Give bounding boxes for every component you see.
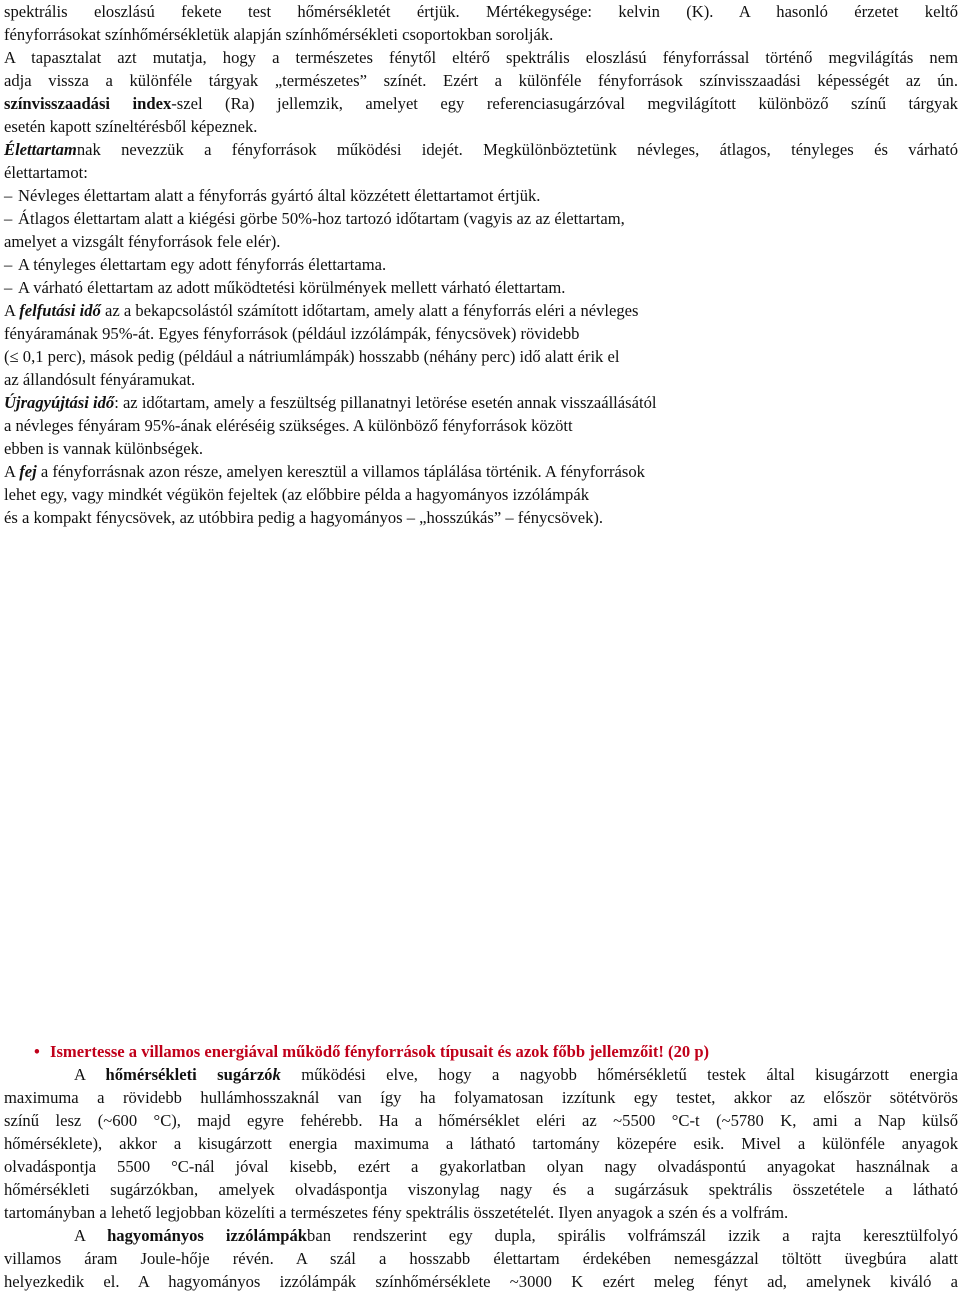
- text-line: esetén kapott színeltérésből képeznek.: [4, 117, 258, 136]
- text-line: fényforrásokat színhőmérsékletük alapján színhőmérsékleti csoportokban sorolják.: [4, 25, 554, 44]
- text-line: olvadáspontja 5500 °C-nál jóval kisebb, ezért a gyakorlatban olyan nagy olvadáspontú anyagokat használnak a: [4, 1157, 958, 1176]
- text-line: élettartamot:: [4, 163, 88, 182]
- text-line: A fej a fényforrásnak azon része, amelyen keresztül a villamos táplálása történik. A fényforrások: [4, 462, 645, 481]
- text-line: amelyet a vizsgált fényforrások fele elér).: [4, 232, 281, 251]
- paragraph-restrike-time: [4, 391, 958, 460]
- paragraph-color-rendering: [4, 46, 958, 138]
- paragraph-incandescent-lamps: [4, 1224, 958, 1293]
- text-line: (≤ 0,1 perc), mások pedig (például a nátriumlámpák) hosszabb (néhány perc) idő alatt érik el: [4, 347, 620, 366]
- question-heading: • Ismertesse a villamos energiával működő fényforrások típusait és azok főbb jellemzőit! (20 p): [34, 1042, 710, 1061]
- text-line: az állandósult fényáramukat.: [4, 370, 196, 389]
- term-lifetime: Élettartam: [4, 140, 77, 159]
- text-line: A hagyományos izzólámpákban rendszerint egy dupla, spirális volfrámszál izzik a rajta keresztülfolyó: [74, 1226, 958, 1245]
- text-line: hőmérséklete), akkor a kisugárzott energia maximuma a látható tartomány közepére esik. Mivel a különféle anyagok: [4, 1134, 958, 1153]
- list-item: – Névleges élettartam alatt a fényforrás gyártó által közzétett élettartamot értjük.: [4, 186, 541, 205]
- text-line: színvisszaadási index-szel (Ra) jellemzik, amelyet egy referenciasugárzóval megvilágított különböző színű tárgyak: [4, 94, 958, 113]
- text-line: A tapasztalat azt mutatja, hogy a természetes fénytől eltérő spektrális eloszlású fényforrással történő megvilágítás nem: [4, 48, 958, 67]
- text-line: helyezkedik el. A hagyományos izzólámpák színhőmérséklete ~3000 K ezért meleg fényt ad, amelynek kiváló a: [4, 1272, 958, 1291]
- term-rise-time: felfutási idő: [19, 301, 101, 320]
- paragraph-cap: [4, 460, 958, 529]
- term-incandescent-lamps: hagyományos izzólámpák: [107, 1226, 308, 1245]
- term-thermal-radiators: hőmérsékleti sugárzó: [105, 1065, 273, 1084]
- text-line: a névleges fényáram 95%-ának eléréséig szükséges. A különböző fényforrások között: [4, 416, 573, 435]
- list-item: – A várható élettartam az adott működtetési körülmények mellett várható élettartam.: [4, 278, 566, 297]
- paragraph-thermal-radiators: [4, 1063, 958, 1224]
- text-line: Élettartamnak nevezzük a fényforrások működési idejét. Megkülönböztetünk névleges, átlagos, tényleges és várható: [4, 140, 958, 159]
- list-item: – Átlagos élettartam alatt a kiégési görbe 50%-hoz tartozó időtartam (vagyis az az élettartam,: [4, 209, 625, 228]
- list-item: – A tényleges élettartam egy adott fényforrás élettartama.: [4, 255, 387, 274]
- text-line: A hőmérsékleti sugárzók működési elve, hogy a nagyobb hőmérsékletű testek által kisugárzott energia: [74, 1065, 958, 1084]
- text-line: ebben is vannak különbségek.: [4, 439, 204, 458]
- text-line: villamos áram Joule-hője révén. A szál a hosszabb élettartam érdekében nemesgázzal töltött üvegbúra alatt: [4, 1249, 958, 1268]
- text-line: spektrális eloszlású fekete test hőmérsékletét értjük. Mértékegysége: kelvin (K). A hasonló érzetet keltő: [4, 2, 958, 21]
- text-line: tartományban a lehető legjobban közelíti a természetes fény spektrális összetételét. Ilyen anyagok a szén és a volfrám.: [4, 1203, 789, 1222]
- paragraph-lifetime: [4, 138, 958, 299]
- term-cap: fej: [19, 462, 37, 481]
- text-line: fényáramának 95%-át. Egyes fényforrások (például izzólámpák, fénycsövek) rövidebb: [4, 324, 580, 343]
- text-line: lehet egy, vagy mindkét végükön fejeltek (az előbbire példa a hagyományos izzólámpák: [4, 485, 590, 504]
- term-restrike-time: Újragyújtási idő: [4, 393, 115, 412]
- text-line: hőmérsékleti sugárzókban, amelyek olvadáspontja viszonylag nagy és a sugárzásuk spektrális összetétele a látható: [4, 1180, 958, 1199]
- text-line: maximuma a rövidebb hullámhosszaknál van így ha folyamatosan izzítunk egy testet, akkor az először sötétvörös: [4, 1088, 958, 1107]
- bullet-icon: •: [34, 1042, 40, 1061]
- text-line: Újragyújtási idő: az időtartam, amely a feszültség pillanatnyi letörése esetén annak visszaállásától: [4, 393, 657, 412]
- term-color-rendering-index: színvisszaadási index: [4, 94, 172, 113]
- text-line: A felfutási idő az a bekapcsolástól számított időtartam, amely alatt a fényforrás eléri a névleges: [4, 301, 639, 320]
- paragraph-color-temperature: [4, 0, 958, 46]
- text-line: adja vissza a különféle tárgyak „természetes” színét. Ezért a különféle fényforrások színvisszaadási képességét az ún.: [4, 71, 958, 90]
- text-line: színű lesz (~600 °C), majd egyre fehérebb. Ha a hőmérséklet eléri az ~5500 °C-t (~5780 K, ami a Nap külső: [4, 1111, 958, 1130]
- text-line: és a kompakt fénycsövek, az utóbbira pedig a hagyományos – „hosszúkás” – fénycsövek).: [4, 508, 604, 527]
- paragraph-rise-time: [4, 299, 958, 391]
